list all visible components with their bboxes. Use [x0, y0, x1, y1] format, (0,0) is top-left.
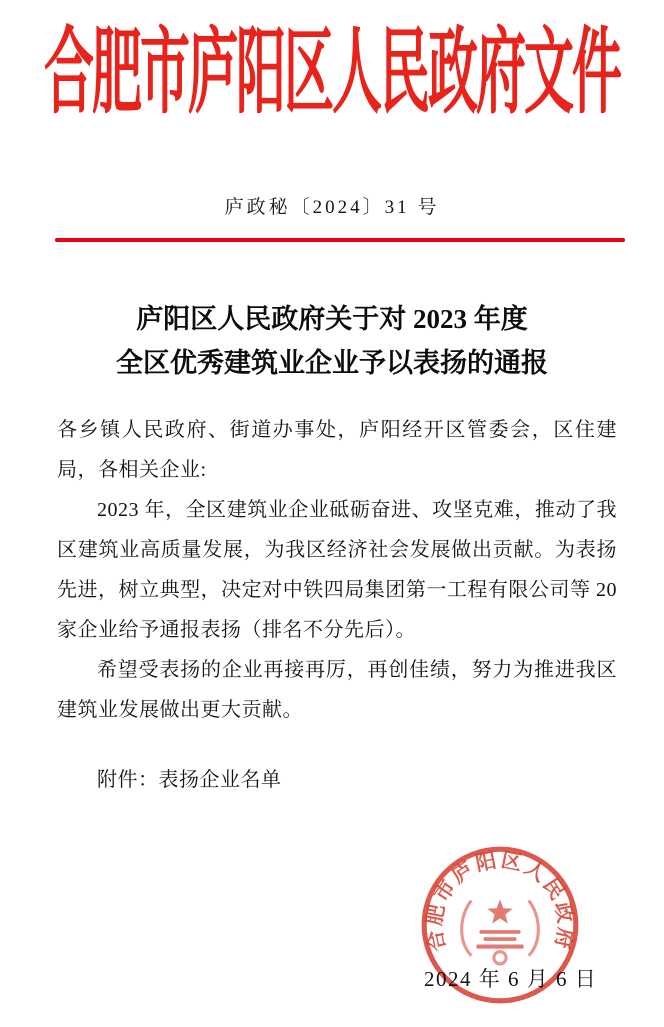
- document-title: [0, 297, 664, 385]
- star-icon: [487, 899, 512, 923]
- document-title-line-2: 全区优秀建筑业企业予以表扬的通报: [116, 348, 548, 378]
- letterhead-title: 合肥市庐阳区人民政府文件: [44, 19, 620, 125]
- salutation-paragraph: 各乡镇人民政府、街道办事处，庐阳经开区管委会，区住建局，各相关企业:: [57, 419, 617, 481]
- emblem-gate-tier-3: [476, 944, 523, 948]
- seal-national-emblem: [462, 899, 539, 964]
- document-body: [57, 410, 617, 800]
- document-number: 庐政秘〔2024〕31 号: [224, 197, 440, 218]
- body-paragraph-2: 希望受表扬的企业再接再厉，再创佳绩，努力为推进我区建筑业发展做出更大贡献。: [57, 659, 617, 721]
- seal-arc-text: 合肥市庐阳区人民政府: [423, 849, 577, 953]
- body-paragraph-1: 2023 年，全区建筑业企业砥砺奋进、攻坚克难，推动了我区建筑业高质量发展，为我区经济社会发展做出贡献。为表扬先进，树立典型，决定对中铁四局集团第一工程有限公司等 20 家企业给予通报表扬（排名不分先后）。: [57, 499, 617, 641]
- attachment-note: 附件：表扬企业名单: [97, 769, 282, 791]
- document-date: 2024 年 6 月 6 日: [424, 967, 598, 991]
- emblem-wreath-right: [529, 900, 539, 955]
- emblem-gate-tier-1: [480, 930, 521, 934]
- seal-ring: [424, 849, 576, 1001]
- document-title-line-1: 庐阳区人民政府关于对 2023 年度: [136, 304, 528, 334]
- emblem-gear: [494, 952, 506, 964]
- official-seal: [418, 843, 582, 1007]
- emblem-wreath-left: [462, 900, 472, 955]
- emblem-gate-tier-2: [484, 937, 517, 941]
- red-divider-line: [55, 238, 625, 242]
